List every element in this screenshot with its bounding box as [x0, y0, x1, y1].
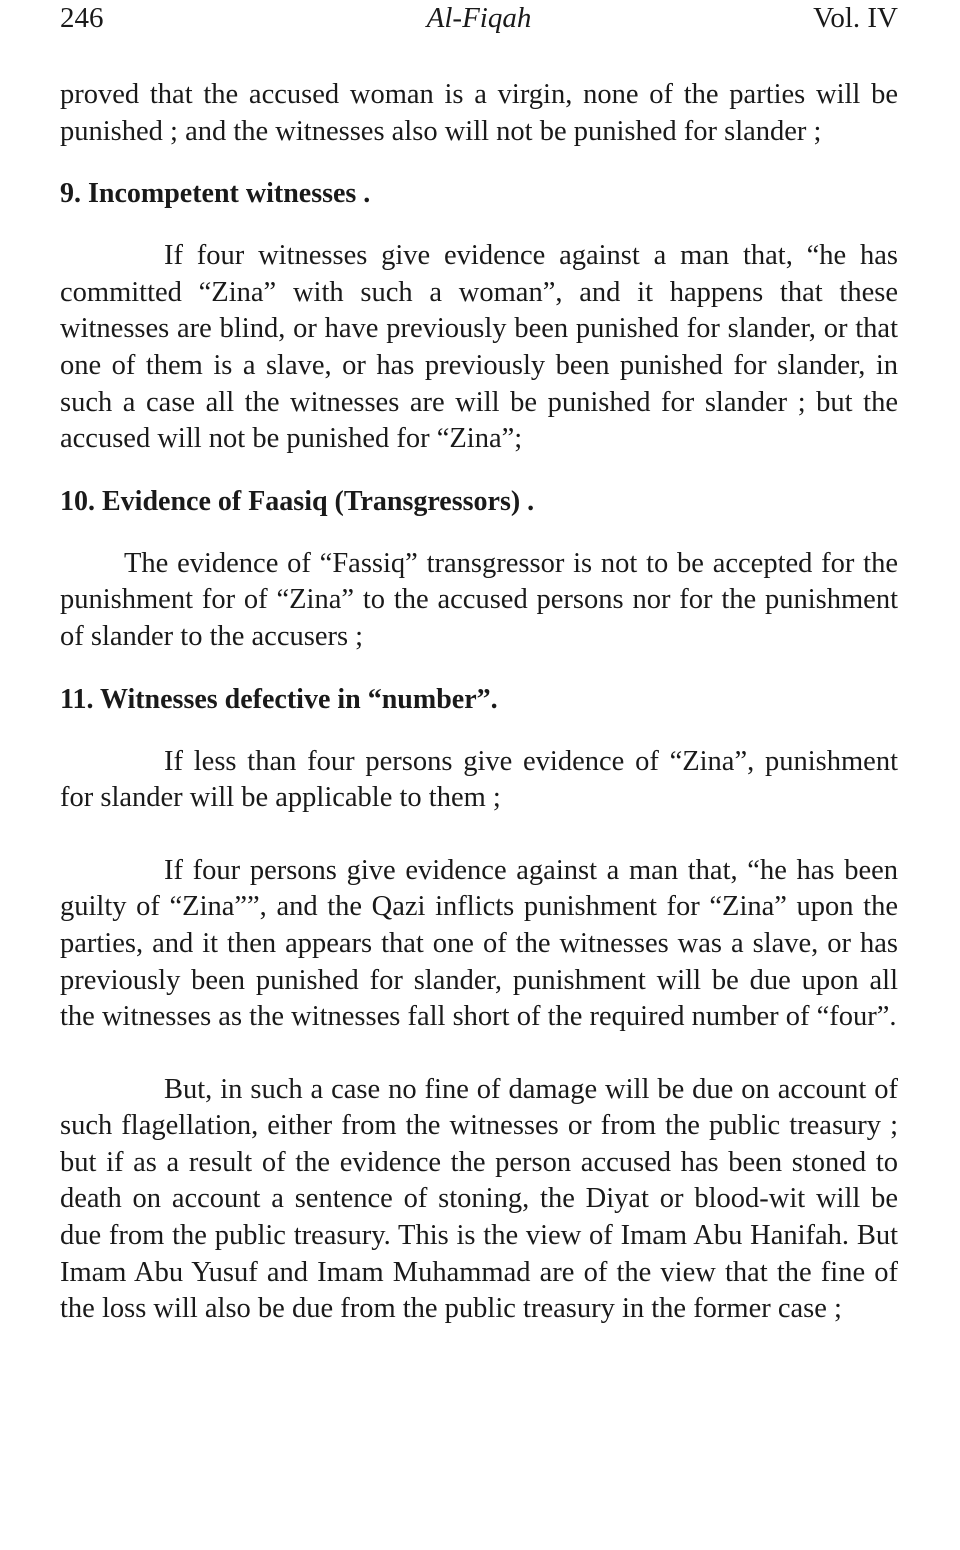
heading-evidence-of-faasiq: 10. Evidence of Faasiq (Transgressors) . [60, 485, 535, 517]
heading-incompetent-witnesses: 9. Incompetent witnesses . [60, 178, 371, 210]
running-title: Al-Fiqah [426, 2, 532, 34]
volume-label: Vol. IV [813, 2, 898, 34]
page-number: 246 [60, 2, 104, 34]
page-header [60, 2, 898, 42]
paragraph-fine-of-damage: But, in such a case no fine of damage will be due on account of such flagellation, either from the witnesses or from the public treasury ; but if as a result of the evidence the person accused has been stoned to death on account a sentence of stoning, the Diyat or blood-wit will be due from the public treasury. This is the view of Imam Abu Hanifah. But Imam Abu Yusuf and Imam Muhammad are of the view that the fine of the loss will also be due from the public treasury in the former case ; [60, 1073, 898, 1325]
paragraph-continued: proved that the accused woman is a virgin, none of the parties will be punished ; and the witnesses also will not be punished for slander ; [60, 79, 898, 147]
paragraph-four-persons-evidence: If four persons give evidence against a man that, “he has been guilty of “Zina””, and the Qazi inflicts punishment for “Zina” upon the parties, and it then appears that one of the witnesses was a slave, or has previously been punished for slander, punishment will be due upon all the witnesses as the witnesses fall short of the required number of “four”. [60, 854, 898, 1033]
paragraph-less-than-four: If less than four persons give evidence of “Zina”, punishment for slander will be applicable to them ; [60, 745, 898, 814]
heading-witnesses-defective-in-number: 11. Witnesses defective in “number”. [60, 683, 498, 715]
paragraph-incompetent-witnesses: If four witnesses give evidence against a man that, “he has committed “Zina” with such a woman”, and it happens that these witnesses are blind, or have previously been punished for slander, or that one of them is a slave, or has previously been punished for slander, in such a case all the witnesses are will be punished for slander ; but the accused will not be punished for “Zina”; [60, 240, 898, 455]
paragraph-evidence-of-faasiq: The evidence of “Fassiq” transgressor is not to be accepted for the punishment for of “Zina” to the accused persons nor for the punishment of slander to the accusers ; [60, 547, 898, 652]
page-body [60, 77, 898, 1328]
